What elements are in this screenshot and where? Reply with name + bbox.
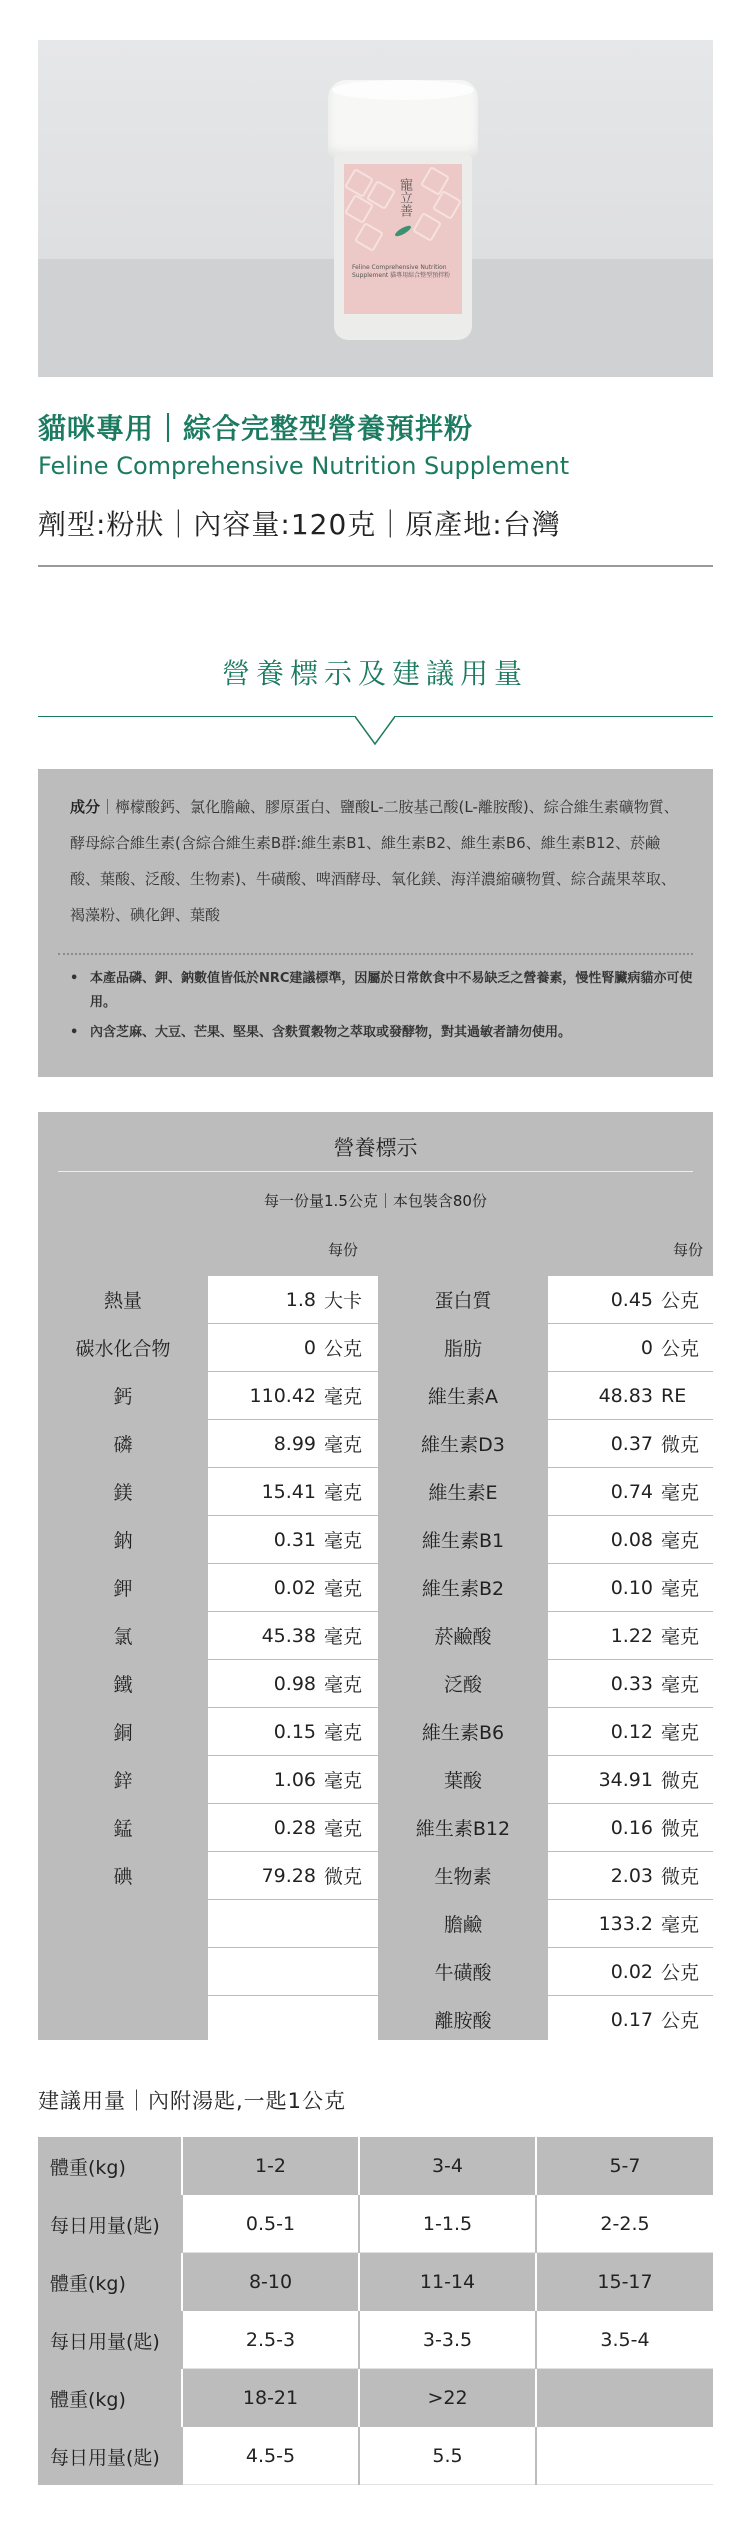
nutrient-name: 氯 bbox=[113, 1626, 133, 1648]
nutrition-row bbox=[38, 1468, 713, 1516]
dosage-cell: 3.5-4 bbox=[535, 2311, 713, 2369]
nutrient-value-cell bbox=[548, 1324, 713, 1371]
nutrient-name: 錳 bbox=[113, 1818, 133, 1840]
nutrient-unit: 毫克 bbox=[661, 1674, 700, 1696]
per-serving-label-right: 每份 bbox=[673, 1241, 704, 1259]
serving-info: 每一份量1.5公克｜本包裝含80份 bbox=[264, 1192, 487, 1210]
dosage-table bbox=[38, 2137, 713, 2485]
nutrient-name-cell bbox=[38, 1900, 208, 1947]
nutrient-value: 1.22 bbox=[610, 1624, 653, 1647]
nutrient-value: 1.06 bbox=[273, 1768, 316, 1791]
nutrient-value: 0 bbox=[640, 1336, 653, 1359]
nutrient-value: 0.02 bbox=[273, 1576, 316, 1599]
note-item: • 內含芝麻、大豆、芒果、堅果、含麩質穀物之萃取或發酵物，對其過敏者請勿使用。 bbox=[70, 1021, 695, 1045]
nutrient-value: 0.33 bbox=[610, 1672, 653, 1695]
nutrition-facts-table bbox=[38, 1112, 713, 2040]
nutrition-row bbox=[38, 1564, 713, 1612]
nutrient-value: 45.38 bbox=[261, 1624, 316, 1647]
nutrient-unit: 毫克 bbox=[324, 1674, 363, 1696]
nutrient-name-cell bbox=[378, 1276, 548, 1323]
nutrient-name: 熱量 bbox=[103, 1290, 142, 1312]
nutrient-name: 維生素B2 bbox=[421, 1578, 505, 1600]
nutrient-value-cell bbox=[548, 1804, 713, 1851]
nutrient-value: 0.17 bbox=[610, 2008, 653, 2031]
nutrient-value: 0.12 bbox=[610, 1720, 653, 1743]
nutrient-unit: 公克 bbox=[324, 1338, 363, 1360]
nutrient-name-cell bbox=[38, 1324, 208, 1371]
dosage-cell bbox=[535, 2427, 713, 2485]
nutrition-row bbox=[38, 1900, 713, 1948]
nutrient-unit: 毫克 bbox=[661, 1722, 700, 1744]
nutrient-name: 銅 bbox=[113, 1722, 133, 1744]
nutrient-name-cell bbox=[38, 1756, 208, 1803]
nutrient-value: 15.41 bbox=[261, 1480, 316, 1503]
nutrient-name: 碘 bbox=[113, 1866, 133, 1888]
dosage-cell: 2.5-3 bbox=[181, 2311, 358, 2369]
nutrient-unit: 微克 bbox=[661, 1434, 700, 1456]
nutrient-name: 維生素B1 bbox=[421, 1530, 505, 1552]
nutrient-name-cell bbox=[378, 1996, 548, 2043]
jar-lid bbox=[328, 80, 478, 158]
nutrition-row bbox=[38, 1996, 713, 2044]
nutrient-value-cell bbox=[548, 1564, 713, 1611]
chevron-down-icon bbox=[355, 716, 395, 746]
dosage-weight-row bbox=[38, 2253, 713, 2311]
nutrient-name: 鈉 bbox=[113, 1530, 133, 1552]
nutrient-value-cell bbox=[208, 1852, 378, 1899]
nutrient-unit: 毫克 bbox=[661, 1530, 700, 1552]
nutrient-unit: 公克 bbox=[661, 1290, 700, 1312]
nutrition-row bbox=[38, 1612, 713, 1660]
nutrient-value: 0.10 bbox=[610, 1576, 653, 1599]
nutrient-value-cell bbox=[548, 1276, 713, 1323]
nutrient-value: 133.2 bbox=[598, 1912, 653, 1935]
jar-brand-mark: 寵立善 bbox=[397, 178, 412, 217]
per-serving-label-left: 每份 bbox=[328, 1241, 359, 1259]
nutrient-name-cell bbox=[378, 1420, 548, 1467]
nutrient-name-cell bbox=[38, 1996, 208, 2043]
nutrient-unit: 毫克 bbox=[324, 1818, 363, 1840]
nutrient-value-cell bbox=[208, 1708, 378, 1755]
dosage-cell: 8-10 bbox=[181, 2253, 358, 2311]
nutrition-title-underline bbox=[58, 1171, 693, 1172]
nutrient-unit: 公克 bbox=[661, 1962, 700, 1984]
section-title: 營養標示及建議用量 bbox=[221, 657, 528, 690]
nutrient-name: 膽鹼 bbox=[443, 1914, 482, 1936]
dosage-cell: 5-7 bbox=[535, 2137, 713, 2195]
nutrient-name: 維生素B6 bbox=[421, 1722, 505, 1744]
nutrient-unit: 毫克 bbox=[324, 1770, 363, 1792]
dosage-row-label: 每日用量(匙) bbox=[38, 2427, 181, 2485]
nutrient-name: 脂肪 bbox=[443, 1338, 482, 1360]
nutrient-value: 110.42 bbox=[249, 1384, 316, 1407]
nutrient-name: 鐵 bbox=[113, 1674, 133, 1696]
nutrient-name-cell bbox=[38, 1276, 208, 1323]
nutrient-name-cell bbox=[378, 1948, 548, 1995]
nutrition-row bbox=[38, 1660, 713, 1708]
nutrient-name-cell bbox=[378, 1852, 548, 1899]
dosage-weight-row bbox=[38, 2369, 713, 2427]
dosage-cell: 18-21 bbox=[181, 2369, 358, 2427]
dotted-divider bbox=[58, 953, 693, 955]
nutrient-value-cell bbox=[208, 1516, 378, 1563]
nutrient-name: 泛酸 bbox=[443, 1674, 482, 1696]
dosage-row-label: 體重(kg) bbox=[50, 2388, 126, 2411]
nutrient-value-cell bbox=[208, 1372, 378, 1419]
nutrient-name-cell bbox=[378, 1756, 548, 1803]
dosage-row-label: 體重(kg) bbox=[50, 2272, 126, 2295]
product-jar bbox=[328, 80, 478, 340]
nutrient-value-cell bbox=[208, 1756, 378, 1803]
nutrient-value-cell bbox=[548, 1900, 713, 1947]
nutrient-value-cell bbox=[208, 1900, 378, 1947]
dosage-cell: 1-1.5 bbox=[358, 2195, 535, 2253]
nutrient-value: 0.15 bbox=[273, 1720, 316, 1743]
nutrient-value: 0.37 bbox=[610, 1432, 653, 1455]
nutrition-row bbox=[38, 1948, 713, 1996]
ingredients-label: 成分 bbox=[70, 798, 101, 816]
nutrient-name-cell bbox=[378, 1516, 548, 1563]
nutrient-value: 0.28 bbox=[273, 1816, 316, 1839]
nutrient-unit: RE bbox=[661, 1384, 687, 1407]
nutrient-value: 0.74 bbox=[610, 1480, 653, 1503]
nutrient-value-cell bbox=[548, 1420, 713, 1467]
section-divider-right bbox=[394, 716, 713, 717]
note-item: • 本產品磷、鉀、鈉數值皆低於NRC建議標準，因屬於日常飲食中不易缺乏之營養素，慢性腎臟病貓亦可使用。 bbox=[70, 967, 695, 1015]
nutrient-value-cell bbox=[548, 1468, 713, 1515]
nutrition-title: 營養標示 bbox=[333, 1136, 418, 1160]
nutrient-unit: 微克 bbox=[661, 1866, 700, 1888]
nutrient-name: 牛磺酸 bbox=[434, 1962, 492, 1984]
nutrient-value-cell bbox=[208, 1276, 378, 1323]
dosage-cell: 0.5-1 bbox=[181, 2195, 358, 2253]
nutrition-row bbox=[38, 1804, 713, 1852]
nutrient-unit: 毫克 bbox=[661, 1626, 700, 1648]
nutrient-unit: 毫克 bbox=[324, 1722, 363, 1744]
nutrient-name: 維生素B12 bbox=[415, 1818, 511, 1840]
leaf-icon bbox=[394, 224, 413, 238]
dosage-cell: 5.5 bbox=[358, 2427, 535, 2485]
nutrient-unit: 毫克 bbox=[324, 1530, 363, 1552]
nutrient-name: 碳水化合物 bbox=[75, 1338, 171, 1360]
nutrient-unit: 公克 bbox=[661, 1338, 700, 1360]
nutrient-value-cell bbox=[208, 1564, 378, 1611]
nutrient-value-cell bbox=[208, 1420, 378, 1467]
nutrient-value-cell bbox=[208, 1948, 378, 1995]
nutrient-name: 磷 bbox=[113, 1434, 133, 1456]
nutrient-value-cell bbox=[208, 1804, 378, 1851]
dosage-title: 建議用量｜內附湯匙,一匙1公克 bbox=[38, 2089, 347, 2113]
product-title: 貓咪專用｜綜合完整型營養預拌粉 bbox=[38, 412, 474, 445]
nutrient-name-cell bbox=[378, 1324, 548, 1371]
nutrient-name-cell bbox=[38, 1564, 208, 1611]
nutrition-rows bbox=[38, 1276, 713, 2044]
divider bbox=[38, 565, 713, 567]
dosage-row-label: 每日用量(匙) bbox=[38, 2311, 181, 2369]
nutrition-row bbox=[38, 1372, 713, 1420]
nutrient-name-cell bbox=[38, 1852, 208, 1899]
nutrient-name: 維生素D3 bbox=[421, 1434, 505, 1456]
product-spec: 劑型:粉狀｜內容量:120克｜原產地:台灣 bbox=[38, 508, 561, 541]
jar-body bbox=[334, 154, 472, 340]
nutrient-name-cell bbox=[38, 1420, 208, 1467]
nutrient-name-cell bbox=[378, 1564, 548, 1611]
nutrition-row bbox=[38, 1852, 713, 1900]
nutrient-name-cell bbox=[38, 1804, 208, 1851]
dosage-row-label: 每日用量(匙) bbox=[38, 2195, 181, 2253]
nutrient-value-cell bbox=[548, 1612, 713, 1659]
nutrient-value: 1.8 bbox=[285, 1288, 316, 1311]
nutrition-row bbox=[38, 1420, 713, 1468]
ingredients-notes bbox=[70, 967, 695, 1051]
dosage-cell: 11-14 bbox=[358, 2253, 535, 2311]
nutrient-unit: 微克 bbox=[661, 1770, 700, 1792]
jar-label-text: Feline Comprehensive Nutrition Supplement 貓專用綜合整型預拌粉 bbox=[352, 264, 451, 279]
nutrient-name-cell bbox=[378, 1612, 548, 1659]
nutrient-value: 0.98 bbox=[273, 1672, 316, 1695]
nutrient-value-cell bbox=[208, 1468, 378, 1515]
nutrient-value: 0.45 bbox=[610, 1288, 653, 1311]
nutrient-value-cell bbox=[548, 1756, 713, 1803]
nutrient-name: 維生素A bbox=[428, 1386, 498, 1408]
dosage-amount-row bbox=[38, 2311, 713, 2369]
nutrient-unit: 微克 bbox=[324, 1866, 363, 1888]
section-divider-left bbox=[38, 716, 356, 717]
nutrient-name: 生物素 bbox=[434, 1866, 492, 1888]
dosage-cell: 1-2 bbox=[181, 2137, 358, 2195]
dosage-cell: 15-17 bbox=[535, 2253, 713, 2311]
nutrient-value: 0 bbox=[303, 1336, 316, 1359]
dosage-amount-row bbox=[38, 2195, 713, 2253]
nutrient-value-cell bbox=[548, 1372, 713, 1419]
nutrient-value: 34.91 bbox=[598, 1768, 653, 1791]
nutrient-name-cell bbox=[38, 1372, 208, 1419]
nutrient-name: 鎂 bbox=[113, 1482, 133, 1504]
nutrient-value: 8.99 bbox=[273, 1432, 316, 1455]
nutrient-value: 0.08 bbox=[610, 1528, 653, 1551]
nutrient-unit: 毫克 bbox=[661, 1482, 700, 1504]
nutrient-name: 離胺酸 bbox=[434, 2010, 492, 2032]
nutrient-name: 維生素E bbox=[428, 1482, 498, 1504]
nutrient-name: 蛋白質 bbox=[434, 1290, 492, 1312]
nutrition-row bbox=[38, 1708, 713, 1756]
ingredients-list: ｜檸檬酸鈣、氯化膽鹼、膠原蛋白、鹽酸L-二胺基己酸(L-離胺酸)、綜合維生素礦物質、酵母綜合維生素(含綜合維生素B群:維生素B1、維生素B2、維生素B6、維生素B12、菸鹼酸、葉酸、泛酸、生物素)、牛磺酸、啤酒酵母、氧化鎂、海洋濃縮礦物質、綜合蔬果萃取、褐藻粉、碘化鉀、葉酸 bbox=[70, 798, 679, 924]
dosage-cell: >22 bbox=[358, 2369, 535, 2427]
ingredients-text bbox=[70, 789, 690, 933]
product-photo bbox=[38, 40, 713, 377]
nutrient-value-cell bbox=[548, 1996, 713, 2043]
nutrition-row bbox=[38, 1276, 713, 1324]
nutrient-name: 鈣 bbox=[113, 1386, 133, 1408]
nutrient-value: 0.02 bbox=[610, 1960, 653, 1983]
product-title-en: Feline Comprehensive Nutrition Supplement bbox=[38, 452, 570, 480]
nutrient-value-cell bbox=[548, 1660, 713, 1707]
nutrient-unit: 毫克 bbox=[661, 1914, 700, 1936]
dosage-cell: 3-3.5 bbox=[358, 2311, 535, 2369]
dosage-cell: 3-4 bbox=[358, 2137, 535, 2195]
nutrient-value-cell bbox=[548, 1708, 713, 1755]
nutrient-value-cell bbox=[548, 1852, 713, 1899]
nutrient-name: 葉酸 bbox=[443, 1770, 482, 1792]
nutrition-row bbox=[38, 1324, 713, 1372]
nutrition-row bbox=[38, 1516, 713, 1564]
nutrient-value-cell bbox=[208, 1324, 378, 1371]
dosage-row-label: 體重(kg) bbox=[50, 2156, 126, 2179]
nutrient-name-cell bbox=[378, 1804, 548, 1851]
nutrient-value-cell bbox=[208, 1660, 378, 1707]
jar-label bbox=[344, 164, 462, 314]
nutrient-name-cell bbox=[378, 1468, 548, 1515]
nutrient-unit: 大卡 bbox=[324, 1290, 363, 1312]
nutrient-value: 2.03 bbox=[610, 1864, 653, 1887]
ingredients-box bbox=[38, 769, 713, 1077]
dosage-cell: 2-2.5 bbox=[535, 2195, 713, 2253]
nutrient-name-cell bbox=[38, 1468, 208, 1515]
nutrient-value-cell bbox=[208, 1612, 378, 1659]
nutrient-name-cell bbox=[378, 1708, 548, 1755]
dosage-cell bbox=[535, 2369, 713, 2427]
nutrient-value-cell bbox=[548, 1948, 713, 1995]
nutrient-unit: 毫克 bbox=[324, 1626, 363, 1648]
nutrient-unit: 公克 bbox=[661, 2010, 700, 2032]
dosage-weight-row bbox=[38, 2137, 713, 2195]
nutrient-unit: 毫克 bbox=[661, 1578, 700, 1600]
nutrient-unit: 毫克 bbox=[324, 1482, 363, 1504]
nutrient-name-cell bbox=[378, 1900, 548, 1947]
nutrient-unit: 毫克 bbox=[324, 1434, 363, 1456]
nutrient-value: 79.28 bbox=[261, 1864, 316, 1887]
nutrient-name-cell bbox=[38, 1660, 208, 1707]
nutrient-name-cell bbox=[38, 1708, 208, 1755]
nutrient-name: 鋅 bbox=[113, 1770, 133, 1792]
dosage-cell: 4.5-5 bbox=[181, 2427, 358, 2485]
nutrient-name-cell bbox=[38, 1516, 208, 1563]
nutrient-name-cell bbox=[378, 1660, 548, 1707]
nutrition-row bbox=[38, 1756, 713, 1804]
nutrient-name-cell bbox=[38, 1948, 208, 1995]
nutrient-name-cell bbox=[38, 1612, 208, 1659]
nutrient-name: 菸鹼酸 bbox=[434, 1626, 492, 1648]
dosage-amount-row bbox=[38, 2427, 713, 2485]
nutrient-value-cell bbox=[548, 1516, 713, 1563]
nutrient-value: 48.83 bbox=[598, 1384, 653, 1407]
nutrient-unit: 微克 bbox=[661, 1818, 700, 1840]
nutrient-unit: 毫克 bbox=[324, 1386, 363, 1408]
nutrient-value-cell bbox=[208, 1996, 378, 2043]
nutrient-value: 0.31 bbox=[273, 1528, 316, 1551]
nutrient-name-cell bbox=[378, 1372, 548, 1419]
nutrient-unit: 毫克 bbox=[324, 1578, 363, 1600]
nutrient-value: 0.16 bbox=[610, 1816, 653, 1839]
nutrient-name: 鉀 bbox=[113, 1578, 133, 1600]
